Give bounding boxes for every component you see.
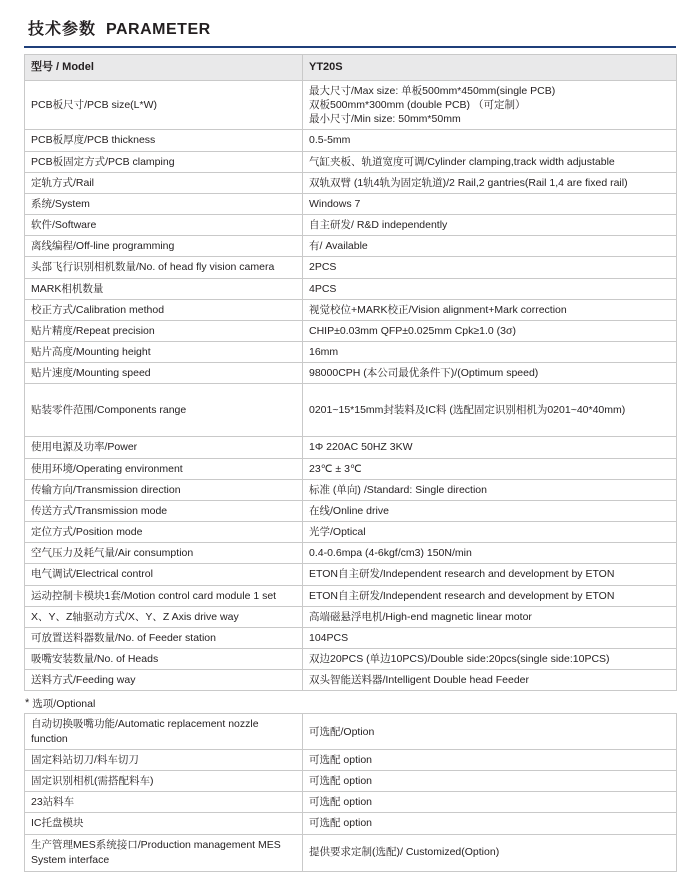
- header-divider: [24, 46, 676, 48]
- row-label: MARK相机数量: [25, 278, 303, 299]
- row-label: PCB板厚度/PCB thickness: [25, 130, 303, 151]
- row-value: 气缸夹板、轨道宽度可调/Cylinder clamping,track width adjustable: [303, 151, 677, 172]
- table-row: [25, 771, 677, 792]
- table-row: [25, 278, 677, 299]
- row-value: 可选配 option: [303, 813, 677, 834]
- row-label: 空气压力及耗气量/Air consumption: [25, 543, 303, 564]
- row-value: 可选配/Option: [303, 714, 677, 749]
- column-header-model: 型号 / Model: [25, 55, 303, 81]
- row-value: 可选配 option: [303, 771, 677, 792]
- table-row: [25, 834, 677, 871]
- table-row: [25, 363, 677, 384]
- row-label: 电气调试/Electrical control: [25, 564, 303, 585]
- row-label: 贴装零件范围/Components range: [25, 384, 303, 437]
- row-label: 运动控制卡模块1套/Motion control card module 1 set: [25, 585, 303, 606]
- table-row: [25, 670, 677, 691]
- table-row: [25, 257, 677, 278]
- row-value-line: 最大尺寸/Max size: 单板500mm*450mm(single PCB): [309, 84, 556, 97]
- row-label: 头部飞行识别相机数量/No. of head fly vision camera: [25, 257, 303, 278]
- table-row: [25, 479, 677, 500]
- row-label: X、Y、Z轴驱动方式/X、Y、Z Axis drive way: [25, 606, 303, 627]
- row-value: ETON自主研发/Independent research and development by ETON: [303, 585, 677, 606]
- row-label: 传送方式/Transmission mode: [25, 500, 303, 521]
- row-label: PCB板固定方式/PCB clamping: [25, 151, 303, 172]
- table-row: [25, 320, 677, 341]
- row-value: 0.5-5mm: [303, 130, 677, 151]
- table-row: [25, 564, 677, 585]
- row-label: PCB板尺寸/PCB size(L*W): [25, 80, 303, 130]
- row-value: 23℃ ± 3℃: [303, 458, 677, 479]
- row-label: 吸嘴安装数量/No. of Heads: [25, 649, 303, 670]
- row-label: 离线编程/Off-line programming: [25, 236, 303, 257]
- row-value: 双头智能送料器/Intelligent Double head Feeder: [303, 670, 677, 691]
- row-label: 送料方式/Feeding way: [25, 670, 303, 691]
- table-row: [25, 172, 677, 193]
- row-value: 视觉校位+MARK校正/Vision alignment+Mark correction: [303, 299, 677, 320]
- row-label: 传输方向/Transmission direction: [25, 479, 303, 500]
- row-label: IC托盘模块: [25, 813, 303, 834]
- row-value: 0201~15*15mm封装料及IC料 (选配固定识别相机为0201~40*40mm): [303, 384, 677, 437]
- row-value: 16mm: [303, 342, 677, 363]
- row-label: 贴片速度/Mounting speed: [25, 363, 303, 384]
- row-label: 固定识别相机(需搭配料车): [25, 771, 303, 792]
- row-label: 23站料车: [25, 792, 303, 813]
- table-row: [25, 792, 677, 813]
- row-label: 可放置送料器数量/No. of Feeder station: [25, 627, 303, 648]
- row-label: 系统/System: [25, 193, 303, 214]
- row-value-line: 最小尺寸/Min size: 50mm*50mm: [309, 113, 461, 126]
- row-label: 自动切换吸嘴功能/Automatic replacement nozzle function: [25, 714, 303, 749]
- row-value: 高端磁悬浮电机/High-end magnetic linear motor: [303, 606, 677, 627]
- table-row: [25, 714, 677, 749]
- column-header-value: YT20S: [303, 55, 677, 81]
- row-value: 标准 (单向) /Standard: Single direction: [303, 479, 677, 500]
- header-titles: [24, 16, 676, 39]
- table-row: [25, 749, 677, 770]
- row-value: 光学/Optical: [303, 522, 677, 543]
- table-header-row: [25, 55, 677, 81]
- row-value: 自主研发/ R&D independently: [303, 215, 677, 236]
- row-label: 使用电源及功率/Power: [25, 437, 303, 458]
- row-label: 使用环境/Operating environment: [25, 458, 303, 479]
- table-row: [25, 543, 677, 564]
- row-value: 98000CPH (本公司最优条件下)/(Optimum speed): [303, 363, 677, 384]
- table-row: [25, 215, 677, 236]
- row-value: 1Φ 220AC 50HZ 3KW: [303, 437, 677, 458]
- row-value: [303, 80, 677, 130]
- row-value: CHIP±0.03mm QFP±0.025mm Cpk≥1.0 (3σ): [303, 320, 677, 341]
- row-label: 固定料站切刀/料车切刀: [25, 749, 303, 770]
- specification-table: [24, 54, 677, 691]
- table-row: [25, 342, 677, 363]
- row-value: ETON自主研发/Independent research and development by ETON: [303, 564, 677, 585]
- row-label: 软件/Software: [25, 215, 303, 236]
- row-value: 提供要求定制(选配)/ Customized(Option): [303, 834, 677, 871]
- row-value: 在线/Online drive: [303, 500, 677, 521]
- row-label: 生产管理MES系统接口/Production management MES System interface: [25, 834, 303, 871]
- table-row: [25, 627, 677, 648]
- optional-section-title: [24, 696, 676, 711]
- table-row: [25, 299, 677, 320]
- optional-table: [24, 713, 677, 871]
- row-value: Windows 7: [303, 193, 677, 214]
- table-row: [25, 813, 677, 834]
- table-row: [25, 458, 677, 479]
- table-row: [25, 80, 677, 130]
- row-value: 有/ Available: [303, 236, 677, 257]
- asterisk-icon: *: [25, 697, 30, 710]
- table-row: [25, 193, 677, 214]
- row-value-line: 双板500mm*300mm (double PCB) （可定制）: [309, 99, 526, 112]
- table-row: [25, 649, 677, 670]
- row-value: 4PCS: [303, 278, 677, 299]
- table-row: [25, 500, 677, 521]
- row-value: 104PCS: [303, 627, 677, 648]
- row-label: 定位方式/Position mode: [25, 522, 303, 543]
- table-row: [25, 384, 677, 437]
- table-row: [25, 130, 677, 151]
- table-row: [25, 437, 677, 458]
- page-header: [24, 0, 676, 54]
- row-label: 贴片精度/Repeat precision: [25, 320, 303, 341]
- optional-label: 选项/Optional: [32, 698, 96, 711]
- row-value: 双边20PCS (单边10PCS)/Double side:20pcs(single side:10PCS): [303, 649, 677, 670]
- table-row: [25, 236, 677, 257]
- row-value: 可选配 option: [303, 792, 677, 813]
- row-value: 0.4-0.6mpa (4-6kgf/cm3) 150N/min: [303, 543, 677, 564]
- row-label: 贴片高度/Mounting height: [25, 342, 303, 363]
- table-row: [25, 151, 677, 172]
- page-title-en: PARAMETER: [106, 21, 211, 38]
- row-value: 双轨双臂 (1轨4轨为固定轨道)/2 Rail,2 gantries(Rail 1,4 are fixed rail): [303, 172, 677, 193]
- row-label: 校正方式/Calibration method: [25, 299, 303, 320]
- table-row: [25, 585, 677, 606]
- row-label: 定轨方式/Rail: [25, 172, 303, 193]
- row-value: 2PCS: [303, 257, 677, 278]
- row-value: 可选配 option: [303, 749, 677, 770]
- table-row: [25, 522, 677, 543]
- page-title-cn: 技术参数: [28, 21, 97, 38]
- table-row: [25, 606, 677, 627]
